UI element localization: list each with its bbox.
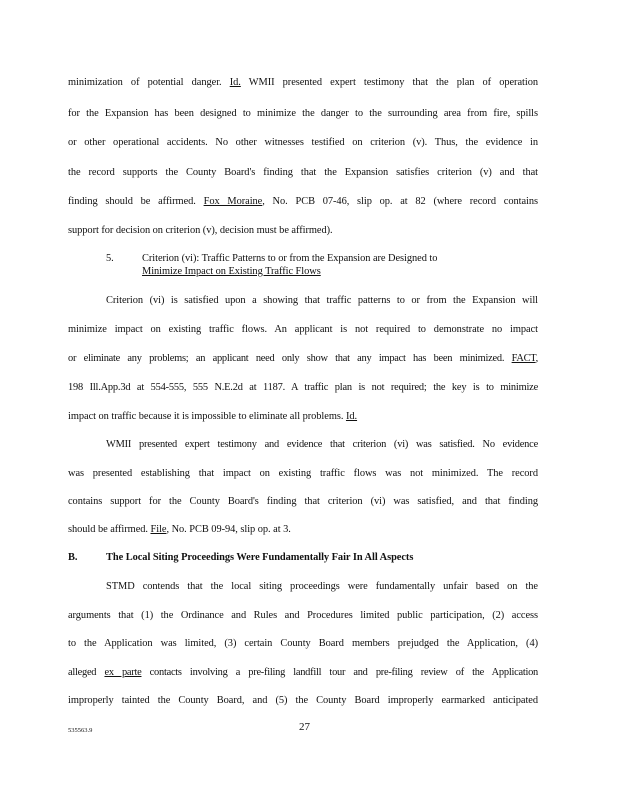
body-line: arguments that (1) the Ordinance and Rules and Procedures limited public participation, (2) access xyxy=(68,610,538,621)
body-line: alleged ex parte contacts involving a pre-filing landfill tour and pre-filing review of the Application xyxy=(68,667,538,678)
citation: Id. xyxy=(345,411,358,422)
citation: FACT xyxy=(511,353,536,364)
body-line: 198 Ill.App.3d at 554-555, 555 N.E.2d at 1187. A traffic plan is not required; the key is to minimize xyxy=(68,382,538,393)
section-label: B. xyxy=(68,552,78,563)
body-line: support for decision on criterion (v), decision must be affirmed). xyxy=(68,225,333,236)
citation: Fox Moraine xyxy=(203,196,263,207)
body-line: minimization of potential danger. Id. WMII presented expert testimony that the plan of operation xyxy=(68,77,538,88)
body-line: minimize impact on existing traffic flows. An applicant is not required to demonstrate no impact xyxy=(68,324,538,335)
section-number: 5. xyxy=(106,253,114,264)
section-heading: The Local Siting Proceedings Were Fundamentally Fair In All Aspects xyxy=(106,552,414,563)
body-line: for the Expansion has been designed to minimize the danger to the surrounding area from fire, spills xyxy=(68,108,538,119)
document-id: 535563.9 xyxy=(68,727,93,734)
body-line: finding should be affirmed. Fox Moraine, No. PCB 07-46, slip op. at 82 (where record contains xyxy=(68,196,538,207)
section-heading: Minimize Impact on Existing Traffic Flows xyxy=(142,266,321,277)
body-line: impact on traffic because it is impossible to eliminate all problems. Id. xyxy=(68,411,358,422)
body-line: improperly tainted the County Board, and (5) the County Board improperly earmarked anticipated xyxy=(68,695,538,706)
body-line: or eliminate any problems; an applicant need only show that any impact has been minimized. FACT, xyxy=(68,353,538,364)
page-number: 27 xyxy=(299,721,310,733)
body-line: should be affirmed. File, No. PCB 09-94, slip op. at 3. xyxy=(68,524,291,535)
body-line: or other operational accidents. No other witnesses testified on criterion (v). Thus, the evidence in xyxy=(68,137,538,148)
body-line: the record supports the County Board's finding that the Expansion satisfies criterion (v) and that xyxy=(68,167,538,178)
body-line: was presented establishing that impact on existing traffic flows was not minimized. The record xyxy=(68,468,538,479)
body-line: WMII presented expert testimony and evidence that criterion (vi) was satisfied. No evidence xyxy=(106,439,538,450)
body-line: Criterion (vi) is satisfied upon a showing that traffic patterns to or from the Expansion will xyxy=(106,295,538,306)
citation: File xyxy=(150,524,167,535)
section-heading: Criterion (vi): Traffic Patterns to or from the Expansion are Designed to xyxy=(142,253,438,264)
citation: Id. xyxy=(229,77,241,88)
body-line: to the Application was limited, (3) certain County Board members prejudged the Application, (4) xyxy=(68,638,538,649)
body-line: contains support for the County Board's finding that criterion (vi) was satisfied, and that finding xyxy=(68,496,538,507)
body-line: STMD contends that the local siting proceedings were fundamentally unfair based on the xyxy=(106,581,538,592)
latin-term: ex parte xyxy=(104,667,142,678)
